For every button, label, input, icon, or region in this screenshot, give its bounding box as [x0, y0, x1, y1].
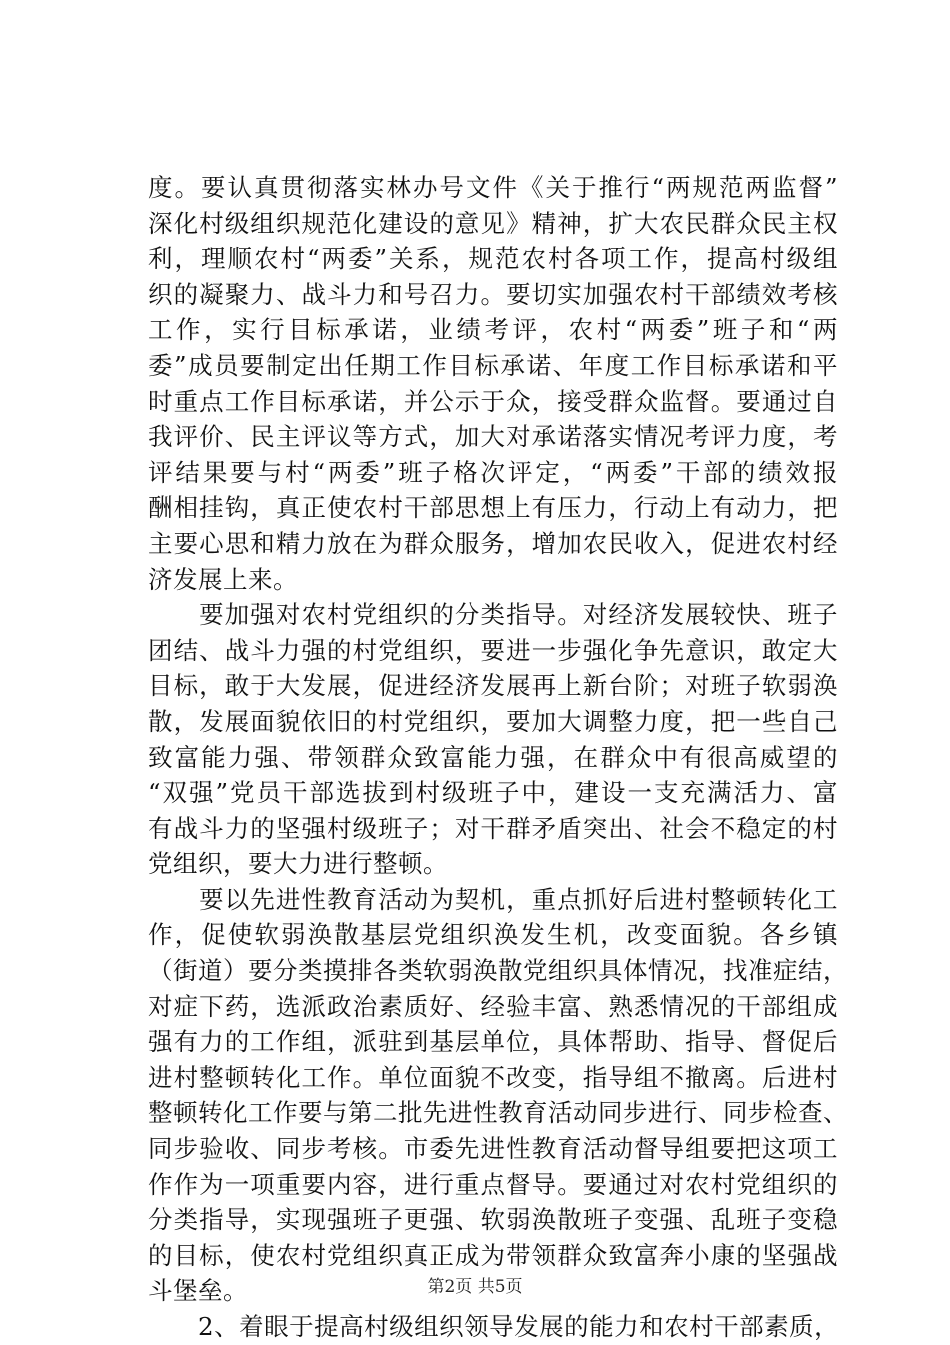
text-line: 强有力的工作组，派驻到基层单位，具体帮助、指导、督促后	[148, 1027, 838, 1057]
text-line: 目标，敢于大发展，促进经济发展再上新台阶；对班子软弱涣	[148, 671, 838, 701]
text-line: 评结果要与村“两委”班子格次评定，“两委”干部的绩效报	[148, 457, 838, 487]
text-line: 作，促使软弱涣散基层党组织涣发生机，改变面貌。各乡镇	[148, 920, 838, 950]
text-line: （街道）要分类摸排各类软弱涣散党组织具体情况，找准症结，	[148, 956, 848, 986]
text-line: 分类指导，实现强班子更强、软弱涣散班子变强、乱班子变稳	[148, 1205, 838, 1235]
document-body	[148, 170, 848, 1345]
text-line: 织的凝聚力、战斗力和号召力。要切实加强农村干部绩效考核	[148, 279, 838, 309]
text-line: 作作为一项重要内容，进行重点督导。要通过对农村党组织的	[148, 1169, 838, 1199]
text-line: “双强”党员干部选拔到村级班子中，建设一支充满活力、富	[148, 778, 838, 808]
text-line: 主要心思和精力放在为群众服务，增加农民收入，促进农村经	[148, 528, 838, 558]
text-line: 时重点工作目标承诺，并公示于众，接受群众监督。要通过自	[148, 386, 838, 416]
text-line: 委”成员要制定出任期工作目标承诺、年度工作目标承诺和平	[148, 350, 838, 380]
text-line: 我评价、民主评议等方式，加大对承诺落实情况考评力度，考	[148, 422, 838, 452]
text-line: 对症下药，选派政治素质好、经验丰富、熟悉情况的干部组成	[148, 991, 838, 1021]
text-line: 散，发展面貌依旧的村党组织，要加大调整力度，把一些自己	[148, 706, 838, 736]
text-line: 进村整顿转化工作。单位面貌不改变，指导组不撤离。后进村	[148, 1062, 838, 1092]
text-line: 斗堡垒。	[148, 1276, 248, 1306]
text-line: 深化村级组织规范化建设的意见》精神，扩大农民群众民主权	[148, 208, 838, 238]
text-line: 酬相挂钩，真正使农村干部思想上有压力，行动上有动力，把	[148, 493, 838, 523]
text-line: 2、着眼于提高村级组织领导发展的能力和农村干部素质，	[148, 1312, 840, 1341]
page-footer: 第2页 共5页	[427, 1277, 523, 1297]
text-line: 致富能力强、带领群众致富能力强，在群众中有很高威望的	[148, 742, 838, 772]
text-line: 的目标，使农村党组织真正成为带领群众致富奔小康的坚强战	[148, 1240, 838, 1270]
text-line: 同步验收、同步考核。市委先进性教育活动督导组要把这项工	[148, 1134, 838, 1164]
text-line: 利，理顺农村“两委”关系，规范农村各项工作，提高村级组	[148, 244, 838, 274]
text-line: 度。要认真贯彻落实林办号文件《关于推行“两规范两监督”	[148, 173, 838, 202]
text-line: 团结、战斗力强的村党组织，要进一步强化争先意识，敢定大	[148, 635, 838, 665]
text-line: 要加强对农村党组织的分类指导。对经济发展较快、班子	[148, 600, 838, 630]
text-line: 党组织，要大力进行整顿。	[148, 849, 448, 879]
text-line: 济发展上来。	[148, 564, 298, 594]
text-line: 整顿转化工作要与第二批先进性教育活动同步进行、同步检查、	[148, 1098, 848, 1128]
text-line: 有战斗力的坚强村级班子；对干群矛盾突出、社会不稳定的村	[148, 813, 838, 843]
text-line: 要以先进性教育活动为契机，重点抓好后进村整顿转化工	[148, 884, 838, 914]
text-line: 工作，实行目标承诺，业绩考评，农村“两委”班子和“两	[148, 315, 838, 345]
